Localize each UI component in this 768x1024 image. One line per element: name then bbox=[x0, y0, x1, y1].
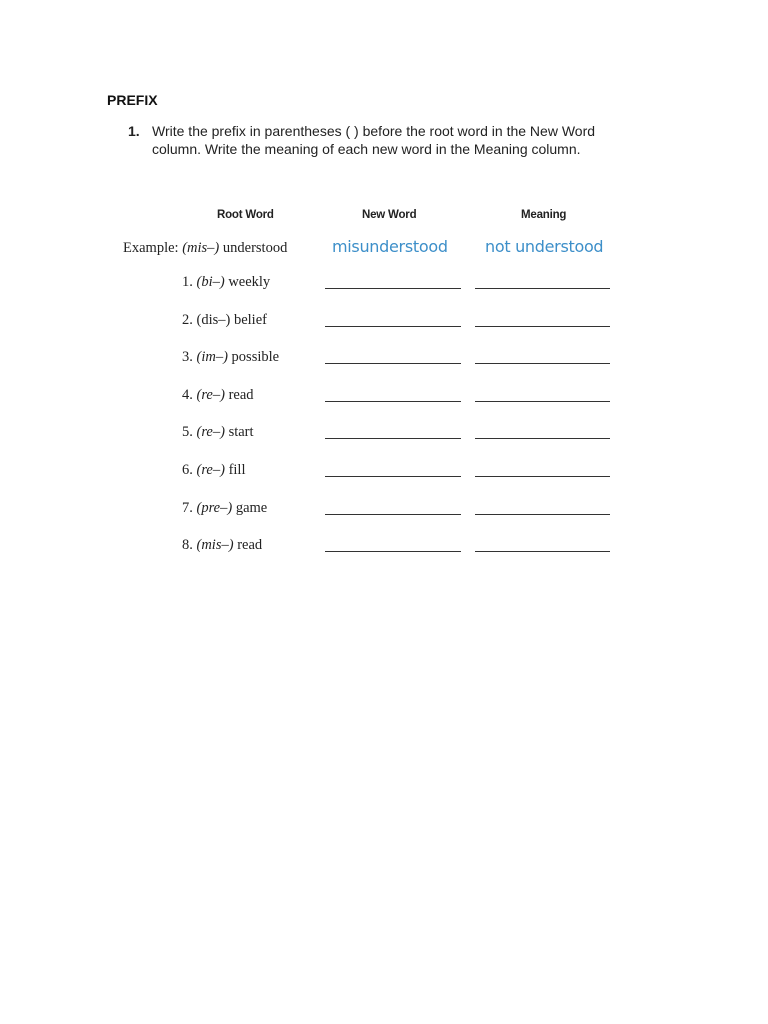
exercise-root: possible bbox=[231, 349, 280, 366]
new-word-blank[interactable] bbox=[325, 288, 461, 289]
exercise-prefix: (re–) bbox=[196, 462, 225, 478]
example-row-label bbox=[123, 240, 287, 257]
exercise-number: 6. bbox=[182, 462, 193, 478]
meaning-blank[interactable] bbox=[475, 288, 610, 289]
example-label: Example: bbox=[123, 240, 179, 256]
exercise-root-word bbox=[182, 537, 262, 554]
exercise-prefix: (im–) bbox=[196, 349, 228, 366]
exercise-root: fill bbox=[228, 462, 246, 478]
instruction-line-1: Write the prefix in parentheses ( ) before the root word in the New Word bbox=[152, 123, 596, 139]
exercise-number: 8. bbox=[182, 537, 193, 554]
section-heading: PREFIX bbox=[107, 92, 158, 108]
column-header-root-word: Root Word bbox=[217, 209, 274, 221]
new-word-blank[interactable] bbox=[325, 326, 461, 327]
exercise-row bbox=[0, 274, 768, 298]
exercise-root-word bbox=[182, 500, 267, 517]
exercise-root-word bbox=[182, 274, 270, 291]
new-word-blank[interactable] bbox=[325, 551, 461, 552]
exercise-row bbox=[0, 312, 768, 336]
exercise-root: game bbox=[235, 499, 268, 516]
new-word-blank[interactable] bbox=[325, 476, 461, 477]
exercise-number: 7. bbox=[182, 499, 193, 516]
exercise-number: 2. bbox=[182, 311, 193, 328]
exercise-number: 3. bbox=[182, 349, 193, 366]
exercise-root-word bbox=[182, 462, 246, 479]
example-meaning: not understood bbox=[485, 237, 604, 256]
exercise-prefix: (re–) bbox=[196, 386, 225, 403]
exercise-root-word bbox=[182, 349, 279, 366]
exercise-row bbox=[0, 537, 768, 561]
exercise-root-word bbox=[182, 424, 254, 441]
meaning-blank[interactable] bbox=[475, 401, 610, 402]
new-word-blank[interactable] bbox=[325, 401, 461, 402]
meaning-blank[interactable] bbox=[475, 438, 610, 439]
new-word-blank[interactable] bbox=[325, 438, 461, 439]
exercise-prefix: (dis–) bbox=[196, 311, 231, 328]
exercise-row bbox=[0, 424, 768, 448]
exercise-root: start bbox=[228, 424, 254, 441]
exercise-row bbox=[0, 500, 768, 524]
exercise-root: read bbox=[228, 386, 254, 403]
meaning-blank[interactable] bbox=[475, 514, 610, 515]
instruction-number: 1. bbox=[128, 123, 140, 139]
exercise-number: 4. bbox=[182, 386, 193, 403]
meaning-blank[interactable] bbox=[475, 551, 610, 552]
exercise-root-word bbox=[182, 387, 254, 404]
exercise-root: weekly bbox=[228, 274, 271, 290]
example-root: understood bbox=[222, 240, 288, 256]
meaning-blank[interactable] bbox=[475, 363, 610, 364]
example-prefix: (mis–) bbox=[182, 240, 220, 256]
column-header-new-word: New Word bbox=[362, 209, 417, 221]
exercise-number: 1. bbox=[182, 274, 193, 290]
exercise-row bbox=[0, 349, 768, 373]
meaning-blank[interactable] bbox=[475, 476, 610, 477]
new-word-blank[interactable] bbox=[325, 363, 461, 364]
exercise-prefix: (bi–) bbox=[196, 274, 225, 290]
column-header-meaning: Meaning bbox=[521, 209, 567, 221]
exercise-prefix: (pre–) bbox=[196, 499, 233, 516]
exercise-row bbox=[0, 387, 768, 411]
exercise-prefix: (re–) bbox=[196, 424, 225, 441]
exercise-prefix: (mis–) bbox=[196, 537, 234, 554]
exercise-row bbox=[0, 462, 768, 486]
exercise-root-word bbox=[182, 312, 267, 329]
meaning-blank[interactable] bbox=[475, 326, 610, 327]
new-word-blank[interactable] bbox=[325, 514, 461, 515]
instruction-line-2: column. Write the meaning of each new word in the Meaning column. bbox=[152, 141, 581, 157]
example-new-word: misunderstood bbox=[332, 237, 448, 256]
exercise-number: 5. bbox=[182, 424, 193, 441]
instruction bbox=[128, 122, 648, 158]
exercise-root: belief bbox=[233, 311, 267, 328]
exercise-root: read bbox=[237, 537, 263, 554]
